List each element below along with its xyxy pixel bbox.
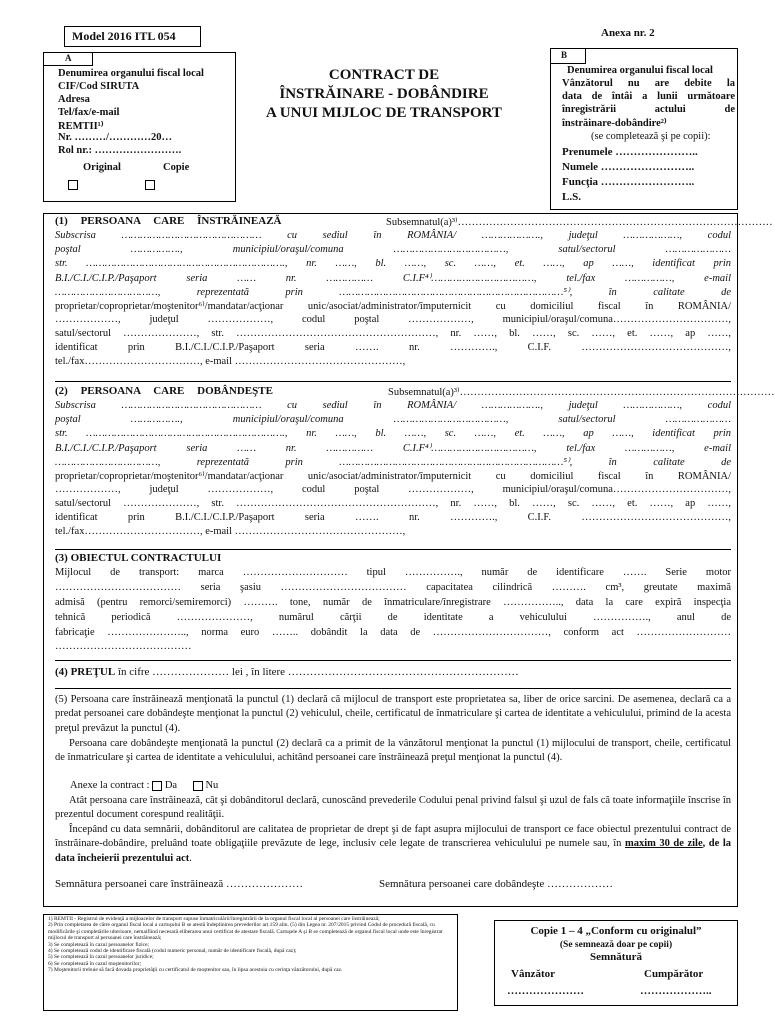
section-2-line-4: str. ………………………………………………………., nr. ……, bl. ……, sc. ……, et. ……, ap ……, identificat prin (55, 428, 731, 439)
section-3-line-3: admisă (pentru remorci/semiremorci) ………. tone, număr de înmatriculare/înregistrare …………….., data la care expiră inspecţia (55, 597, 731, 608)
section-5-paragraph-4 (55, 823, 731, 866)
section-5-paragraph-4-text: Începând cu data semnării, dobânditorul are calitatea de proprietar de drept şi de fapt asupra mijlocului de transport ce face obiectul prezentului contract de înstrăinare-dobândire, preluând toate obligaţiile prevăzute de lege, inclusiv cele legate de transcrierea vehiculului pe numele sau, în (55, 824, 731, 850)
section-3-line-1: Mijlocul de transport: marca ………………………… tipul ……………., număr de identificare ……. Serie motor (55, 567, 731, 578)
section-1-line-11: tel./fax……………………………, e-mail …………………………………………, (55, 356, 406, 367)
section-3-line-5: fabricaţie ………………….., norma euro …….. dobândit la data de ……………………………, conform act ……………………… (55, 627, 731, 638)
box-a-cif: CIF/Cod SIRUTA (58, 81, 140, 92)
annex-yes-checkbox[interactable] (152, 781, 162, 791)
section-divider-4 (55, 688, 731, 689)
box-a-rol: Rol nr.: ……………………. (58, 145, 182, 156)
section-3-heading: (3) OBIECTUL CONTRACTULUI (55, 552, 222, 564)
section-1-line-6: ……………………………, reprezentată prin ………………………………………………………………⁵⁾, în calitate de (55, 287, 731, 298)
annex-no-label: Nu (205, 780, 219, 791)
box-b-last-name: Numele …………………….. (562, 161, 695, 173)
copy-checkbox[interactable] (145, 180, 155, 190)
buyer-signature-line: Semnătura persoanei care dobândeşte ……………… (379, 878, 613, 890)
copy-conformity-title-text: Copie 1 – 4 „Conform cu originalul” (530, 925, 702, 937)
title-line-1: CONTRACT DE (328, 67, 440, 83)
section-3-line-2: ……………………………… seria şasiu ……………………………… capacitatea cilindrică ………. cm³, greutate maximă (55, 582, 731, 593)
section-4-fields: în cifre ………………… lei , în litere ……………………………………………………… (115, 666, 519, 678)
box-b-seal: L.S. (562, 191, 581, 203)
annex-row (70, 780, 218, 791)
original-checkbox[interactable] (68, 180, 78, 190)
section-1-line-7: proprietar/coproprietar/moştenitor⁶⁾/mandatar/acţionar unic/asociat/administrator/împuternicit cu domiciliul fiscal în ROMÂNIA/ (55, 301, 731, 312)
section-divider-3 (55, 660, 731, 661)
section-2-line-8: ………………, judeţul ………………, codul poştal ………………, municipiul/oraşul/comuna……………………………, (55, 484, 731, 495)
title-line-3: A UNUI MIJLOC DE TRANSPORT (266, 105, 502, 121)
annex-no-checkbox[interactable] (193, 781, 203, 791)
box-b-fiscal-org: Denumirea organului fiscal local (567, 65, 713, 76)
copy-seller-dots: ………………… (507, 985, 584, 997)
box-a-fiscal-org: Denumirea organului fiscal local (58, 68, 204, 79)
box-b-copies-note: (se completează şi pe copii): (591, 131, 711, 142)
section-2-line-7: proprietar/coproprietar/moştenitor⁶⁾/mandatar/acţionar unic/asociat/administrator/împuternicit cu domiciliul fiscal în ROMÂNIA/ (55, 471, 731, 482)
footnote-2: 2) Prin completarea de către organul fiscal local a cartuşului B se atestă îndeplinirea prevederilor art.159 alin. (5) din Legea nr. 207/2015 privind Codul de procedură fiscală, cu modificările şi completările ulterioare, nemaifiind necesară eliberarea unui certificat de atestare fiscală. Cartuşele A şi B se completează de organul fiscal local unde este înregistrat mijlocul de transport al persoanei care înstrăinează; (48, 922, 443, 942)
section-2-heading: (2) PERSOANA CARE DOBÂNDEŞTE (55, 385, 273, 397)
section-2-line-9: satul/sectorul …………………, str. …………………………………………………, nr. ……, bl. ……, sc. ……, et. ……, ap ……, (55, 498, 731, 509)
section-divider-1 (55, 381, 731, 382)
box-b-transfer: înstrăinare-dobândire²⁾ (562, 118, 667, 129)
section-2-line-1: Subsemnatul(a)³⁾……………………………………………………………………………… (388, 387, 775, 398)
section-1-line-10: identificat prin B.I./C.I./C.I.P./Paşaport seria ……. nr. …………., C.I.F. ……………………………………, (55, 342, 731, 353)
copy-conformity-title (494, 925, 738, 937)
model-code: Model 2016 ITL 054 (72, 29, 176, 43)
box-b-label: B (561, 50, 568, 60)
section-1-line-9: satul/sectorul …………………, str. …………………………………………………, nr. ……, bl. ……, sc. ……, et. ……, ap ……, (55, 328, 731, 339)
section-5-paragraph-2: Persoana care dobândeşte menţionată la punctul (2) declară ca a primit de la vânzătorul menţionat la punctul (1) mijlocului de transport, cheile, certificatul de înmatriculare şi cartea de identitate a vehiculului, achitând persoanei care înstrăinează preţul menţionat la punctul (4). (55, 738, 731, 764)
box-a-address: Adresa (58, 94, 90, 105)
section-1-line-8: ………………, judeţul ………………, codul poştal ………………, municipiul/oraşul/comuna……………………………, (55, 314, 731, 325)
box-b-first-name: Prenumele ………………….. (562, 146, 698, 158)
section-1-line-5: B.I./C.I./C.I.P./Paşaport seria …… nr. …………… C.I.F⁴⁾……………………………, tel./fax ……………, e-mail (55, 273, 731, 284)
section-3-line-4: tehnică periodică …………………, numărul cărţii de identitate a vehiculului ……………., anul de (55, 612, 731, 623)
box-a-remtii: REMTII¹⁾ (58, 121, 104, 132)
section-2-line-11: tel./fax……………………………, e-mail …………………………………………, (55, 526, 406, 537)
footnote-1: 1) REMTII - Registrul de evidenţă a mijloacelor de transport supuse înmatriculării/înregistrării de la organul fiscal local al persoanei care înstrăinează; (48, 916, 380, 922)
section-1-line-2: Subscrisa ……………………………………… cu sediul în ROMÂNIA/ ………………., judeţul ………………, codul (55, 230, 731, 241)
annex-yes-label: Da (164, 780, 178, 791)
section-1-heading: (1) PERSOANA CARE ÎNSTRĂINEAZĂ (55, 215, 282, 227)
box-a-label: A (65, 53, 72, 63)
copy-signature-label: Semnătură (590, 951, 642, 963)
original-label: Original (83, 162, 121, 173)
box-b-label-cell (550, 48, 586, 64)
annex-number: Anexa nr. 2 (601, 27, 655, 39)
annex-label: Anexe la contract : (70, 780, 150, 791)
footnote-7: 7) Moştenitorii trebuie să facă dovada proprietăţii cu certificatul de moştenitor sau, în lipsa acestuia cu cerinţa vânzătorului, după caz. (48, 967, 343, 974)
deadline-from-date: , de la data încheierii prezentului act (55, 838, 731, 864)
section-5-paragraph-1: (5) Persoana care înstrăinează menţionată la punctul (1) declară că mijlocul de transport este proprietatea sa, liber de orice sarcini. De asemenea, declară ca a predat persoanei care dobândeşte menţionat la punctul (2) vehiculul, cheile, certificatul de înmatriculare şi cartea de identitate a vehiculului, primind de la acesta preţul prevăzut la punctul (4). (55, 694, 731, 734)
box-b-registration: înregistrării actului de (562, 104, 735, 115)
section-1-line-3: poştal ……………., municipiul/oraşul/comuna ………………………………, satul/sectorul ………………… (55, 244, 731, 255)
section-4-label: (4) PREŢUL (55, 666, 116, 678)
footnote-4: 4) Se completează codul de identificare fiscală (codul numeric personal, număr de identificare fiscală, după caz); (48, 948, 297, 955)
section-2-line-5: B.I./C.I./C.I.P./Paşaport seria …… nr. …………… C.I.F⁴⁾……………………………, tel./fax ……………, e-mail (55, 443, 731, 454)
copy-seller-label: Vânzător (511, 968, 555, 980)
footnote-5: 5) Se completează în cazul persoanelor juridice; (48, 954, 154, 961)
paragraph-4-end: . (189, 852, 192, 864)
box-a-number: Nr. ………/…………20… (58, 132, 172, 143)
box-b-date: data de întâi a lunii următoare (562, 91, 735, 102)
section-2-line-10: identificat prin B.I./C.I./C.I.P./Paşaport seria ……. nr. …………., C.I.F. ……………………………………, (55, 512, 731, 523)
copy-buyer-dots: ……………….. (640, 985, 712, 997)
footnote-6: 6) Se completează în cazul moştenitorilor; (48, 960, 142, 967)
copy-conformity-subtitle: (Se semnează doar pe copii) (559, 940, 673, 950)
section-2-line-2: Subscrisa ……………………………………… cu sediul în ROMÂNIA/ ………………., judeţul ………………, codul (55, 400, 731, 411)
section-1-line-1: Subsemnatul(a)³⁾……………………………………………………………………………… (386, 217, 773, 228)
box-a-contact: Tel/fax/e-mail (58, 107, 120, 118)
section-1-line-4: str. ………………………………………………………., nr. ……, bl. ……, sc. ……, et. ……, ap ……, identificat prin (55, 258, 731, 269)
section-5-paragraph-3: Atât persoana care înstrăinează, cât şi dobânditorul declară, cunoscând prevederile Codului penal privind falsul şi uzul de fals că toate informaţiile înscrise în prezentul document corespund realităţii. (55, 795, 731, 821)
box-b-no-debts: Vânzătorul nu are debite la (562, 78, 735, 89)
section-3-line-6: ………………………………… (55, 641, 192, 652)
copy-label: Copie (163, 162, 190, 173)
box-b-function: Funcţia …………………….. (562, 176, 695, 188)
footnote-3: 3) Se completează în cazul persoanelor fizice; (48, 941, 150, 948)
section-2-line-6: ……………………………, reprezentată prin ………………………………………………………………⁵⁾, în calitate de (55, 457, 731, 468)
deadline-30-days: maxim 30 de zile (624, 838, 703, 850)
section-4-price (55, 666, 519, 678)
section-2-line-3: poştal ……………., municipiul/oraşul/comuna ………………………………, satul/sectorul ………………… (55, 414, 731, 425)
copy-buyer-label: Cumpărător (644, 968, 704, 980)
footnotes (48, 916, 454, 974)
seller-signature-line: Semnătura persoanei care înstrăinează ………………… (55, 878, 304, 890)
section-divider-2 (55, 549, 731, 550)
title-line-2: ÎNSTRĂINARE - DOBÂNDIRE (279, 86, 489, 102)
